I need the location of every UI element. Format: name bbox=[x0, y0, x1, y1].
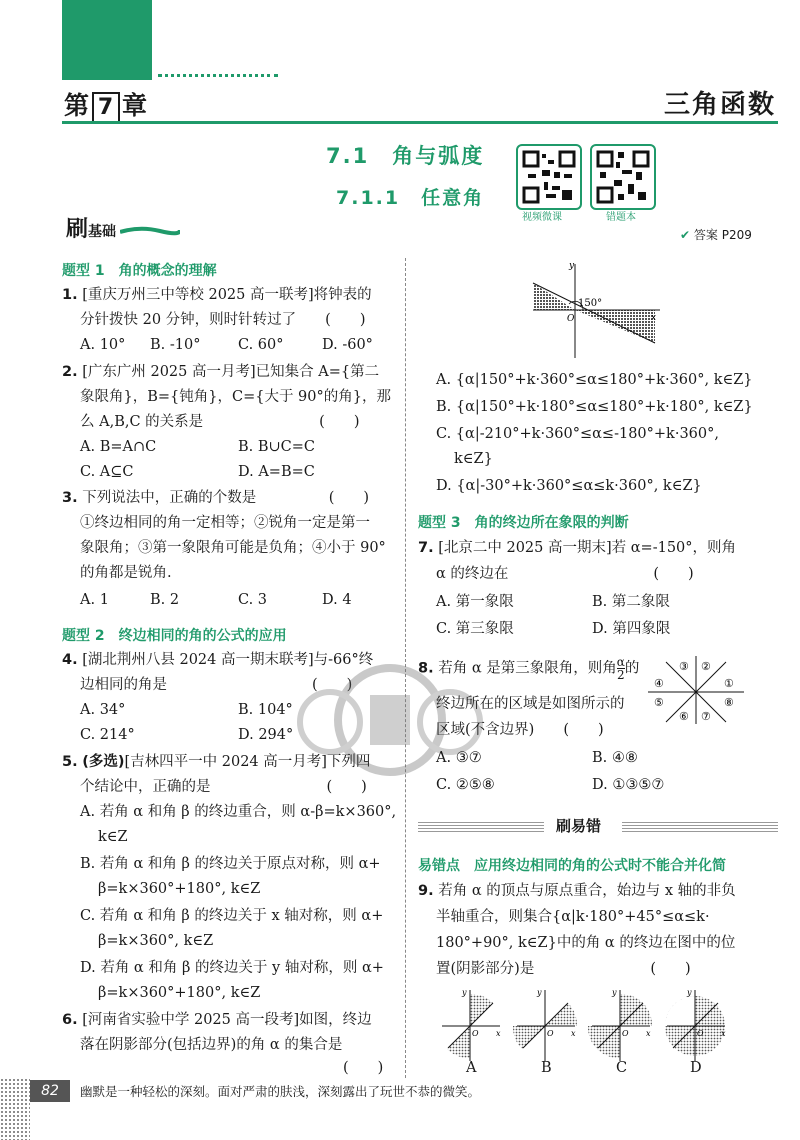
section-title: 7.1 角与弧度 bbox=[326, 144, 485, 168]
qr-errors-label: 错题本 bbox=[606, 212, 636, 223]
svg-text:x: x bbox=[721, 1029, 726, 1038]
answer-ref-text: 答案 P209 bbox=[693, 228, 752, 242]
q8-option-d[interactable]: D. ①③⑤⑦ bbox=[592, 777, 665, 793]
chapter-color-block bbox=[62, 0, 152, 80]
error-point: 易错点 应用终边相同的角的公式时不能合并化简 bbox=[418, 858, 726, 874]
q8-fraction-den: 2 bbox=[616, 668, 625, 682]
q6-line2: 落在阴影部分(包括边界)的角 α 的集合是 bbox=[80, 1037, 343, 1053]
fig-angle-label: 150° bbox=[578, 298, 603, 309]
q5-option-c[interactable]: C. 若角 α 和角 β 的终边关于 x 轴对称，则 α+ bbox=[80, 908, 384, 924]
q8-option-a[interactable]: A. ③⑦ bbox=[436, 750, 482, 766]
q9-label-d[interactable]: D bbox=[690, 1060, 702, 1076]
chapter-label bbox=[64, 86, 148, 124]
q1-option-b[interactable]: B. -10° bbox=[150, 337, 201, 353]
q6-option-c-cont: k∈Z} bbox=[454, 451, 493, 467]
q4-option-c[interactable]: C. 214° bbox=[80, 727, 135, 743]
basic-banner bbox=[66, 212, 116, 243]
footer-quote: 幽默是一种轻松的深刻。面对严肃的肤浅，深刻露出了玩世不恭的微笑。 bbox=[80, 1084, 481, 1099]
region-8: ⑧ bbox=[724, 696, 734, 709]
q9-line4: 置(阴影部分)是 ( ) bbox=[436, 961, 691, 977]
q5-option-b[interactable]: B. 若角 α 和角 β 的终边关于原点对称，则 α+ bbox=[80, 856, 381, 872]
q6-option-d[interactable]: D. {α|-30°+k·360°≤α≤k·360°, k∈Z} bbox=[436, 478, 702, 494]
q6-text1: [河南省实验中学 2025 高一段考]如图，终边 bbox=[82, 1012, 372, 1028]
q8-text1: 若角 α 是第三象限角，则角 bbox=[438, 660, 617, 677]
q6-answer-paren: ( ) bbox=[343, 1060, 384, 1076]
fig-y-label: y bbox=[569, 261, 575, 271]
q4-option-a[interactable]: A. 34° bbox=[80, 702, 126, 718]
q2-line1: 2. [广东广州 2025 高一月考]已知集合 A={第二 bbox=[62, 364, 380, 380]
q9-figures bbox=[440, 986, 760, 1076]
q7-text1: [北京二中 2025 高一期末]若 α=-150°，则角 bbox=[438, 540, 737, 556]
q3-text1: 下列说法中，正确的个数是 ( ) bbox=[82, 490, 370, 506]
q8-option-b[interactable]: B. ④⑧ bbox=[592, 750, 638, 766]
q4-option-d[interactable]: D. 294° bbox=[238, 727, 294, 743]
q7-option-b[interactable]: B. 第二象限 bbox=[592, 594, 670, 610]
qr-pattern-icon bbox=[592, 146, 654, 208]
subsection-title: 7.1.1 任意角 bbox=[336, 187, 485, 209]
svg-text:y: y bbox=[687, 988, 692, 997]
q9-option-d-figure[interactable] bbox=[665, 988, 726, 1061]
q8-line3: 区域(不含边界) ( ) bbox=[436, 722, 604, 738]
q5-option-d[interactable]: D. 若角 α 和角 β 的终边关于 y 轴对称，则 α+ bbox=[80, 960, 384, 976]
region-1: ① bbox=[724, 677, 734, 690]
q9-line2: 半轴重合，则集合{α|k·180°+45°≤α≤k· bbox=[436, 909, 710, 925]
svg-text:O: O bbox=[697, 1029, 704, 1038]
q9-line1: 9. 若角 α 的顶点与原点重合，始边与 x 轴的非负 bbox=[418, 883, 736, 899]
q1-option-a[interactable]: A. 10° bbox=[80, 337, 126, 353]
q7-option-a[interactable]: A. 第一象限 bbox=[436, 594, 514, 610]
q6-figure bbox=[525, 258, 675, 360]
page-number: 82 bbox=[30, 1080, 70, 1102]
q4-line2: 边相同的角是 ( ) bbox=[80, 677, 353, 693]
region-7: ⑦ bbox=[701, 710, 711, 723]
svg-text:x: x bbox=[646, 1029, 651, 1038]
q3-option-a[interactable]: A. 1 bbox=[80, 592, 109, 608]
fig-origin-label: O bbox=[567, 314, 575, 324]
q5-multi-tag: (多选) bbox=[82, 754, 125, 770]
q2-option-d[interactable]: D. A=B=C bbox=[238, 464, 315, 480]
q2-option-c[interactable]: C. A⊆C bbox=[80, 464, 134, 480]
q7-line1: 7. [北京二中 2025 高一期末]若 α=-150°，则角 bbox=[418, 540, 737, 556]
q6-line1: 6. [河南省实验中学 2025 高一段考]如图，终边 bbox=[62, 1012, 372, 1028]
svg-text:O: O bbox=[622, 1029, 629, 1038]
q9-option-b-figure[interactable] bbox=[513, 988, 577, 1061]
q3-line1: 3. 下列说法中，正确的个数是 ( ) bbox=[62, 490, 370, 506]
q5-line2: 个结论中，正确的是 ( ) bbox=[80, 779, 367, 795]
banner-label: 基础 bbox=[88, 224, 117, 240]
q8-line1: 8. 若角 α 是第三象限角，则角 $\frac{\alpha}{2}$ 的 bbox=[418, 655, 640, 682]
q2-text1: [广东广州 2025 高一月考]已知集合 A={第二 bbox=[82, 364, 380, 380]
qr-video-label: 视频微课 bbox=[522, 212, 562, 223]
q5-option-d-cont: β=k×360°+180°, k∈Z bbox=[98, 985, 261, 1001]
question-type-1: 题型 1 角的概念的理解 bbox=[62, 263, 217, 279]
q3-option-c[interactable]: C. 3 bbox=[238, 592, 268, 608]
q8-line2: 终边所在的区域是如图所示的 bbox=[436, 696, 625, 712]
q1-option-d[interactable]: D. -60° bbox=[322, 337, 373, 353]
q5-text1: [吉林四平一中 2024 高一月考]下列四 bbox=[124, 754, 371, 770]
q5-line1: 5. (多选)[吉林四平一中 2024 高一月考]下列四 bbox=[62, 754, 371, 770]
q3-option-d[interactable]: D. 4 bbox=[322, 592, 352, 608]
q7-option-c[interactable]: C. 第三象限 bbox=[436, 621, 514, 637]
q3-line2: ①终边相同的角一定相等；②锐角一定是第一 bbox=[80, 515, 370, 531]
region-5: ⑤ bbox=[654, 696, 664, 709]
q1-line1: 1. [重庆万州三中等校 2025 高一联考]将钟表的 bbox=[62, 287, 372, 303]
region-6: ⑥ bbox=[679, 710, 689, 723]
q3-line4: 的角都是锐角. bbox=[80, 565, 172, 581]
chapter-suffix: 章 bbox=[122, 91, 149, 120]
q2-line2: 象限角}，B={钝角}，C={大于 90°的角}，那 bbox=[80, 389, 391, 405]
q1-text1: [重庆万州三中等校 2025 高一联考]将钟表的 bbox=[82, 287, 372, 303]
q8-option-c[interactable]: C. ②⑤⑧ bbox=[436, 777, 495, 793]
error-banner: 刷易错 bbox=[556, 817, 602, 835]
q2-line3: 么 A,B,C 的关系是 ( ) bbox=[80, 414, 360, 430]
svg-text:y: y bbox=[462, 988, 467, 997]
question-type-2: 题型 2 终边相同的角的公式的应用 bbox=[62, 628, 287, 644]
header-rule bbox=[62, 121, 778, 124]
q1-option-c[interactable]: C. 60° bbox=[238, 337, 284, 353]
q5-option-a-cont: k∈Z bbox=[98, 829, 128, 845]
svg-text:x: x bbox=[496, 1029, 501, 1038]
svg-text:O: O bbox=[547, 1029, 554, 1038]
svg-text:y: y bbox=[537, 988, 542, 997]
q9-label-a[interactable]: A bbox=[466, 1060, 477, 1076]
q2-option-b[interactable]: B. B∪C=C bbox=[238, 439, 316, 455]
q5-option-a[interactable]: A. 若角 α 和角 β 的终边重合，则 α-β=k×360°, bbox=[80, 804, 397, 820]
q9-label-b[interactable]: B bbox=[541, 1060, 552, 1076]
q2-option-a[interactable]: A. B=A∩C bbox=[80, 439, 157, 455]
error-bar-right bbox=[622, 820, 778, 832]
fig-x-label: x bbox=[651, 313, 657, 323]
qr-pattern-icon bbox=[518, 146, 580, 208]
svg-text:y: y bbox=[612, 988, 617, 997]
q9-option-a-figure[interactable] bbox=[442, 988, 501, 1061]
svg-text:O: O bbox=[472, 1029, 479, 1038]
answer-reference bbox=[680, 226, 752, 243]
q6-option-a[interactable]: A. {α|150°+k·360°≤α≤180°+k·360°, k∈Z} bbox=[436, 372, 753, 388]
q1-line2: 分针拨快 20 分钟，则时针转过了 ( ) bbox=[80, 312, 366, 328]
q8-fraction bbox=[617, 656, 625, 681]
q4-option-b[interactable]: B. 104° bbox=[238, 702, 293, 718]
region-3: ③ bbox=[679, 660, 689, 673]
chapter-title: 三角函数 bbox=[663, 90, 776, 120]
error-bar-left bbox=[418, 820, 544, 832]
qr-code-video[interactable] bbox=[516, 144, 582, 210]
chapter-prefix: 第 bbox=[64, 91, 91, 120]
q4-line1: 4. [湖北荆州八县 2024 高一期末联考]与-66°终 bbox=[62, 652, 374, 668]
q3-option-b[interactable]: B. 2 bbox=[150, 592, 180, 608]
q7-option-d[interactable]: D. 第四象限 bbox=[592, 621, 671, 637]
region-4: ④ bbox=[654, 677, 664, 690]
q6-option-c[interactable]: C. {α|-210°+k·360°≤α≤-180°+k·360°, bbox=[436, 426, 719, 442]
q3-line3: 象限角；③第一象限角可能是负角；④小于 90° bbox=[80, 540, 386, 556]
question-type-3: 题型 3 角的终边所在象限的判断 bbox=[418, 515, 629, 531]
q4-text1: [湖北荆州八县 2024 高一期末联考]与-66°终 bbox=[82, 652, 374, 668]
q7-line2: α 的终边在 ( ) bbox=[436, 566, 694, 582]
qr-code-errors[interactable] bbox=[590, 144, 656, 210]
q5-option-c-cont: β=k×360°, k∈Z bbox=[98, 933, 214, 949]
q8-fraction-num: α bbox=[616, 655, 625, 669]
region-2: ② bbox=[701, 660, 711, 673]
banner-brand: 刷 bbox=[66, 217, 89, 242]
q9-label-c[interactable]: C bbox=[616, 1060, 628, 1076]
chapter-number: 7 bbox=[92, 92, 120, 124]
q5-option-b-cont: β=k×360°+180°, k∈Z bbox=[98, 881, 261, 897]
q8-figure bbox=[646, 652, 746, 726]
svg-text:x: x bbox=[571, 1029, 576, 1038]
dotted-divider bbox=[158, 74, 278, 77]
q9-option-c-figure[interactable] bbox=[588, 988, 652, 1061]
q6-option-b[interactable]: B. {α|150°+k·180°≤α≤180°+k·180°, k∈Z} bbox=[436, 399, 753, 415]
q9-line3: 180°+90°, k∈Z}中的角 α 的终边在图中的位 bbox=[436, 935, 736, 951]
check-icon: ✔ bbox=[680, 228, 691, 242]
q9-text1: 若角 α 的顶点与原点重合，始边与 x 轴的非负 bbox=[438, 883, 736, 899]
brush-stroke-icon bbox=[120, 224, 180, 238]
